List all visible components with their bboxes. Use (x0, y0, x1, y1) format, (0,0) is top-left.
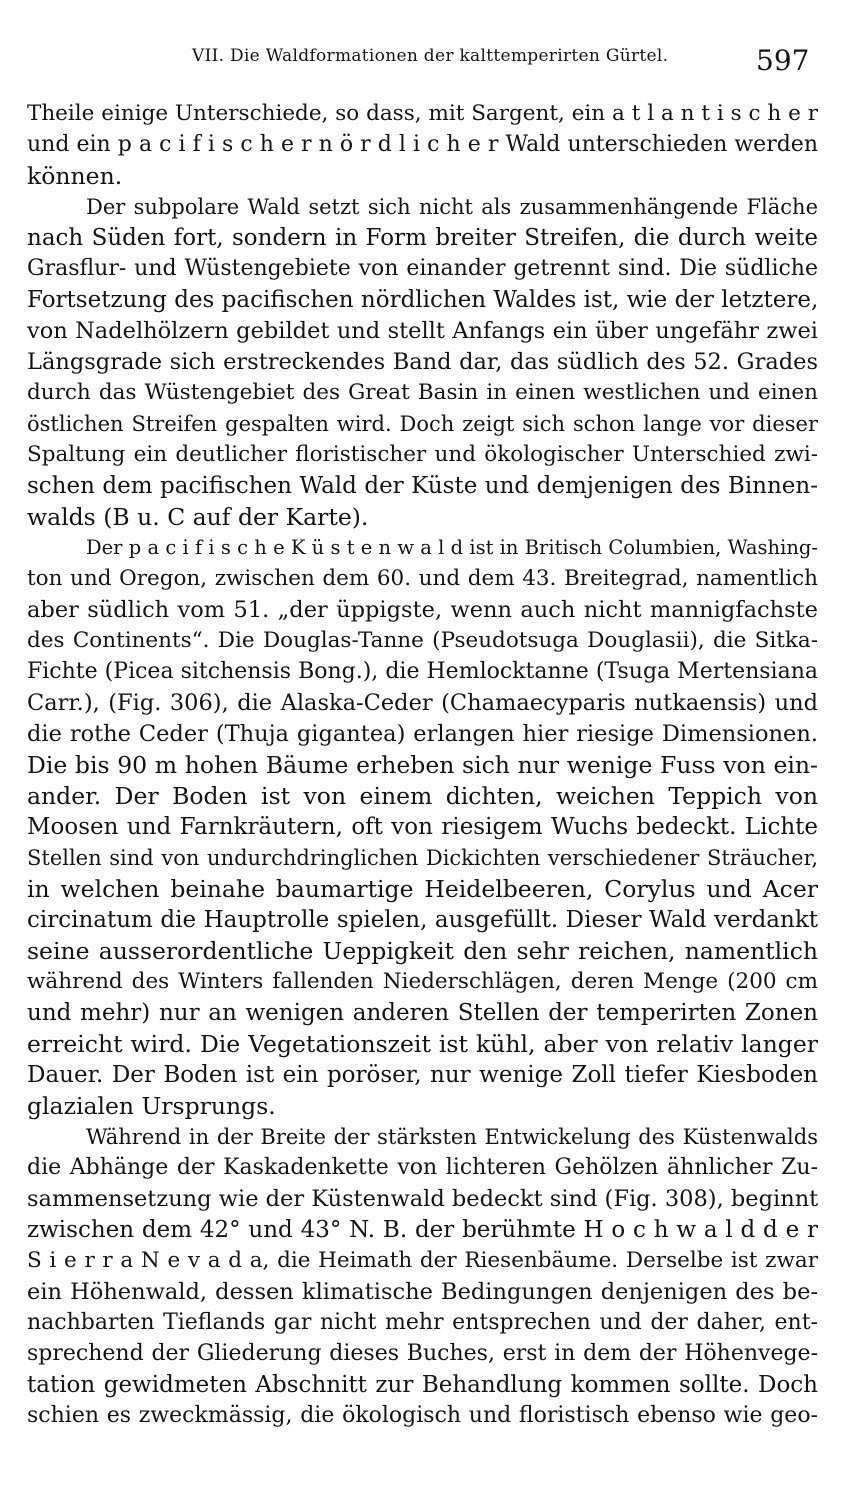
text-line: und mehr) nur an wenigen anderen Stellen der temperirten Zonen (27, 1000, 818, 1026)
text-line: Stellen sind von undurchdringlichen Dickichten verschiedener Sträucher, (27, 846, 818, 870)
text-line: Fortsetzung des pacifischen nördlichen Waldes ist, wie der letztere, (27, 287, 818, 313)
text-line: Der subpolare Wald setzt sich nicht als zusammenhängende Fläche (86, 195, 818, 219)
text-line: Carr.), (Fig. 306), die Alaska-Ceder (Chamaecyparis nutkaensis) und (27, 690, 818, 716)
text-line: östlichen Streifen gespalten wird. Doch zeigt sich schon lange vor dieser (27, 412, 818, 436)
text-line: Längsgrade sich erstreckendes Band dar, das südlich des 52. Grades (27, 349, 818, 375)
text-line: Die bis 90 m hohen Bäume erheben sich nur wenige Fuss von ein- (27, 751, 818, 779)
text-line: circinatum die Hauptrolle spielen, ausgefüllt. Dieser Wald verdankt (27, 907, 818, 933)
text-line: und ein p a c i f i s c h e r n ö r d l i c h e r Wald unterschieden werden (27, 132, 818, 157)
text-line: durch das Wüstengebiet des Great Basin in einen westlichen und einen (27, 380, 818, 405)
text-line: Grasflur- und Wüstengebiete von einander getrennt sind. Die südliche (27, 256, 818, 281)
text-line: nach Süden fort, sondern in Form breiter Streifen, die durch weite (27, 225, 818, 251)
text-line: ein Höhenwald, dessen klimatische Bedingungen denjenigen des be- (27, 1279, 818, 1305)
text-line: von Nadelhölzern gebildet und stellt Anfangs ein über ungefähr zwei (27, 318, 818, 344)
text-line: die rothe Ceder (Thuja gigantea) erlangen hier riesige Dimensionen. (27, 721, 818, 747)
text-line: aber südlich vom 51. „der üppigste, wenn auch nicht mannigfachste (27, 597, 818, 623)
text-line: des Continents“. Die Douglas-Tanne (Pseudotsuga Douglasii), die Sitka- (27, 628, 818, 653)
text-line: während des Winters fallenden Niederschlägen, deren Menge (200 cm (27, 969, 818, 994)
text-line: nachbarten Tieflands gar nicht mehr entsprechen und der daher, ent- (27, 1310, 818, 1335)
text-line: schen dem pacifischen Wald der Küste und demjenigen des Binnen- (27, 473, 818, 499)
text-line: Moosen und Farnkräutern, oft von riesigem Wuchs bedeckt. Lichte (27, 814, 818, 840)
text-line: sammensetzung wie der Küstenwald bedeckt sind (Fig. 308), beginnt (27, 1186, 818, 1212)
text-line: S i e r r a N e v a d a, die Heimath der Riesenbäume. Derselbe ist zwar (27, 1248, 818, 1273)
text-line: sprechend der Gliederung dieses Buches, erst in dem der Höhenvege- (27, 1341, 818, 1366)
text-line: zwischen dem 42° und 43° N. B. der berühmte H o c h w a l d d e r (27, 1217, 818, 1243)
text-line: walds (B u. C auf der Karte). (27, 503, 369, 531)
text-line: die Abhänge der Kaskadenkette von lichteren Gehölzen ähnlicher Zu- (27, 1155, 818, 1180)
text-line: tation gewidmeten Abschnitt zur Behandlung kommen sollte. Doch (27, 1372, 818, 1398)
text-line: in welchen beinahe baumartige Heidelbeeren, Corylus und Acer (27, 875, 818, 903)
text-line: glazialen Ursprungs. (27, 1092, 276, 1120)
text-line: ander. Der Boden ist von einem dichten, weichen Teppich von (27, 782, 818, 810)
text-line: können. (27, 162, 123, 190)
running-head: VII. Die Waldformationen der kalttemperirten Gürtel. (192, 46, 669, 66)
text-line: Dauer. Der Boden ist ein poröser, nur wenige Zoll tiefer Kiesboden (27, 1062, 818, 1088)
text-line: schien es zweckmässig, die ökologisch und floristisch ebenso wie geo- (27, 1403, 818, 1428)
text-line: ton und Oregon, zwischen dem 60. und dem 43. Breitegrad, namentlich (27, 566, 818, 591)
text-line: erreicht wird. Die Vegetationszeit ist kühl, aber von relativ langer (27, 1030, 818, 1058)
text-line: Spaltung ein deutlicher floristischer und ökologischer Unterschied zwi- (27, 442, 818, 467)
text-line: Fichte (Picea sitchensis Bong.), die Hemlocktanne (Tsuga Mertensiana (27, 659, 818, 684)
text-line: Während in der Breite der stärksten Entwickelung des Küstenwalds (86, 1125, 818, 1149)
text-line: Der p a c i f i s c h e K ü s t e n w a l d ist in Britisch Columbien, Washing- (86, 536, 818, 559)
text-line: seine ausserordentliche Ueppigkeit den sehr reichen, namentlich (27, 937, 818, 965)
page-number: 597 (756, 44, 810, 77)
text-line: Theile einige Unterschiede, so dass, mit Sargent, ein a t l a n t i s c h e r (27, 101, 818, 126)
